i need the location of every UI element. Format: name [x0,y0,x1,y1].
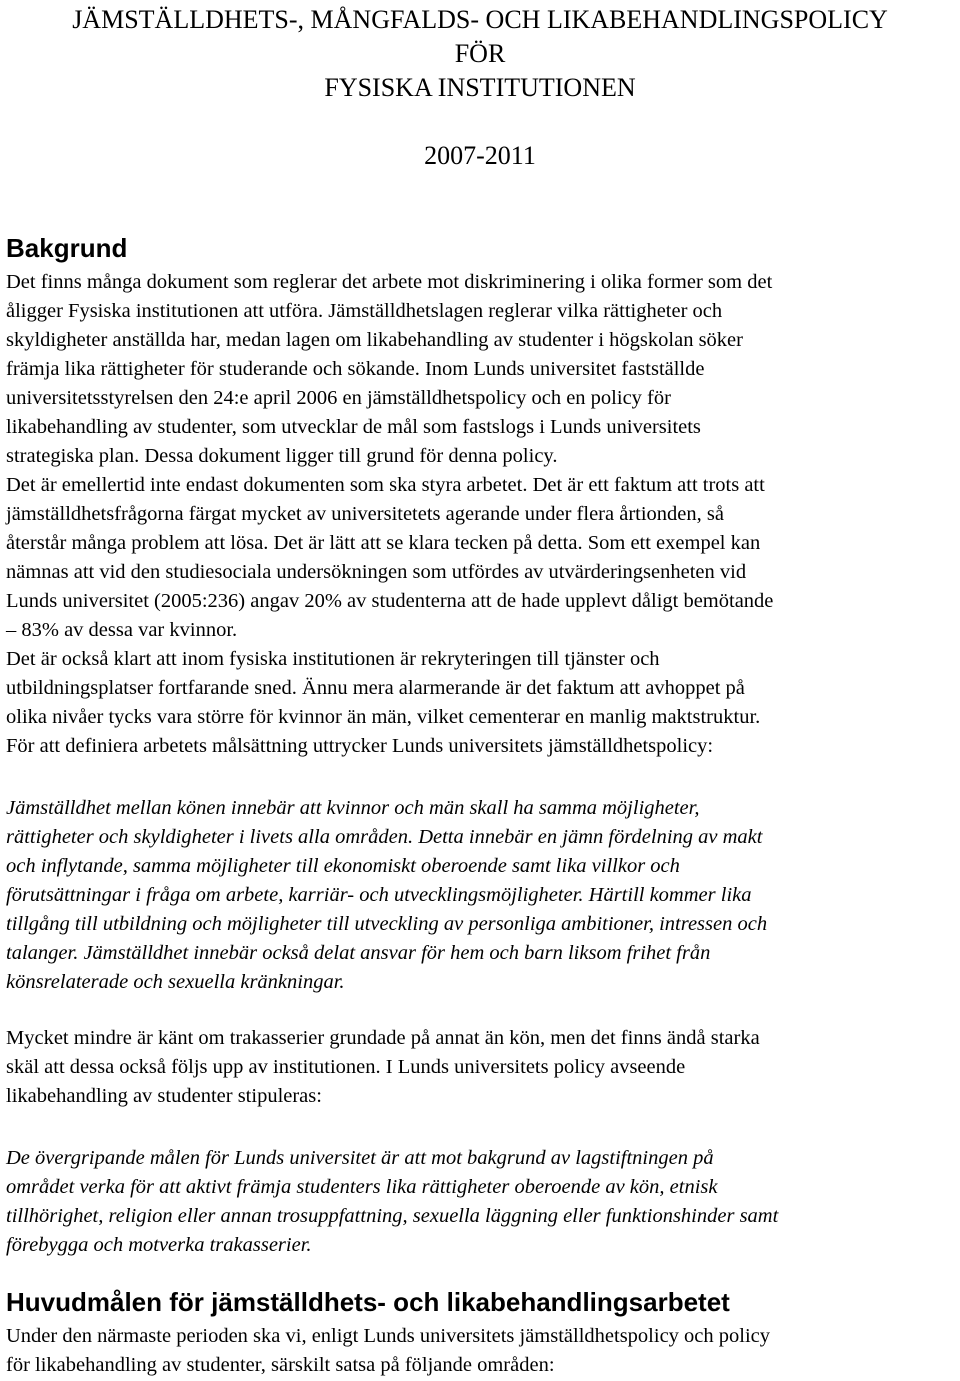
text-line: Mycket mindre är känt om trakasserier grundade på annat än kön, men det finns ändå starka [6,1027,760,1049]
trakasserier-paragraph [6,1024,958,1111]
document-title-line-3: FYSISKA INSTITUTIONEN [324,73,636,102]
text-line: Under den närmaste perioden ska vi, enligt Lunds universitets jämställdhetspolicy och policy [6,1325,771,1347]
huvudmalen-paragraph [6,1322,958,1380]
document-title-line-1: JÄMSTÄLLDHETS-, MÅNGFALDS- OCH LIKABEHANDLINGSPOLICY [72,5,888,34]
text-line: Jämställdhet mellan könen innebär att kvinnor och män skall ha samma möjligheter, [6,797,700,819]
document-title-line-2: FÖR [454,39,506,68]
text-line: För att definiera arbetets målsättning uttrycker Lunds universitets jämställdhetspolicy: [6,735,714,757]
text-line: Lunds universitet (2005:236) angav 20% av studenterna att de hade upplevt dåligt bemötande [6,590,774,612]
text-line: rättigheter och skyldigheter i livets alla områden. Detta innebär en jämn fördelning av makt [6,826,763,848]
bakgrund-paragraph [6,268,958,761]
text-line: åligger Fysiska institutionen att utföra. Jämställdhetslagen reglerar vilka rättigheter och [6,300,723,322]
text-line: för likabehandling av studenter, särskilt satsa på följande områden: [6,1354,555,1376]
document-years: 2007-2011 [424,141,536,170]
text-line: likabehandling av studenter stipuleras: [6,1085,322,1107]
text-line: De övergripande målen för Lunds universitet är att mot bakgrund av lagstiftningen på [6,1147,714,1169]
text-line: strategiska plan. Dessa dokument ligger till grund för denna policy. [6,445,558,467]
text-line: olika nivåer tycks vara större för kvinnor än män, vilket cementerar en manlig maktstruktur. [6,706,761,728]
text-line: främja lika rättigheter för studerande och sökande. Inom Lunds universitet fastställde [6,358,705,380]
text-line: Det är också klart att inom fysiska institutionen är rekryteringen till tjänster och [6,648,660,670]
text-line: förutsättningar i fråga om arbete, karriär- och utvecklingsmöjligheter. Härtill kommer lika [6,884,752,906]
text-line: universitetsstyrelsen den 24:e april 2006 en jämställdhetspolicy och en policy för [6,387,671,409]
likabehandling-quote [6,1144,958,1260]
text-line: nämnas att vid den studiesociala undersökningen som utfördes av utvärderingsenheten vid [6,561,747,583]
text-line: utbildningsplatser fortfarande sned. Ännu mera alarmerande är det faktum att avhoppet på [6,677,745,699]
text-line: likabehandling av studenter, som utvecklar de mål som fastslogs i Lunds universitets [6,416,701,438]
text-line: könsrelaterade och sexuella kränkningar. [6,971,345,993]
text-line: området verka för att aktivt främja studenters lika rättigheter oberoende av kön, etnisk [6,1176,718,1198]
section-heading-huvudmalen: Huvudmålen för jämställdhets- och likabehandlingsarbetet [6,1287,730,1317]
text-line: skäl att dessa också följs upp av institutionen. I Lunds universitets policy avseende [6,1056,686,1078]
text-line: Det är emellertid inte endast dokumenten som ska styra arbetet. Det är ett faktum att trots att [6,474,765,496]
text-line: tillhörighet, religion eller annan trosuppfattning, sexuella läggning eller funktionshinder samt [6,1205,779,1227]
jamstalldhet-quote [6,794,958,997]
section-heading-bakgrund: Bakgrund [6,233,128,263]
text-line: – 83% av dessa var kvinnor. [6,619,238,641]
text-line: skyldigheter anställda har, medan lagen om likabehandling av studenter i högskolan söker [6,329,743,351]
text-line: Det finns många dokument som reglerar det arbete mot diskriminering i olika former som det [6,271,773,293]
text-line: tillgång till utbildning och möjligheter till utveckling av personliga ambitioner, intressen och [6,913,768,935]
text-line: förebygga och motverka trakasserier. [6,1234,312,1256]
text-line: och inflytande, samma möjligheter till ekonomiskt oberoende samt lika villkor och [6,855,680,877]
text-line: återstår många problem att lösa. Det är lätt att se klara tecken på detta. Som ett exempel kan [6,532,761,554]
text-line: talanger. Jämställdhet innebär också delat ansvar för hem och barn liksom frihet från [6,942,711,964]
text-line: jämställdhetsfrågorna färgat mycket av universitetets agerande under flera årtionden, så [6,503,724,525]
